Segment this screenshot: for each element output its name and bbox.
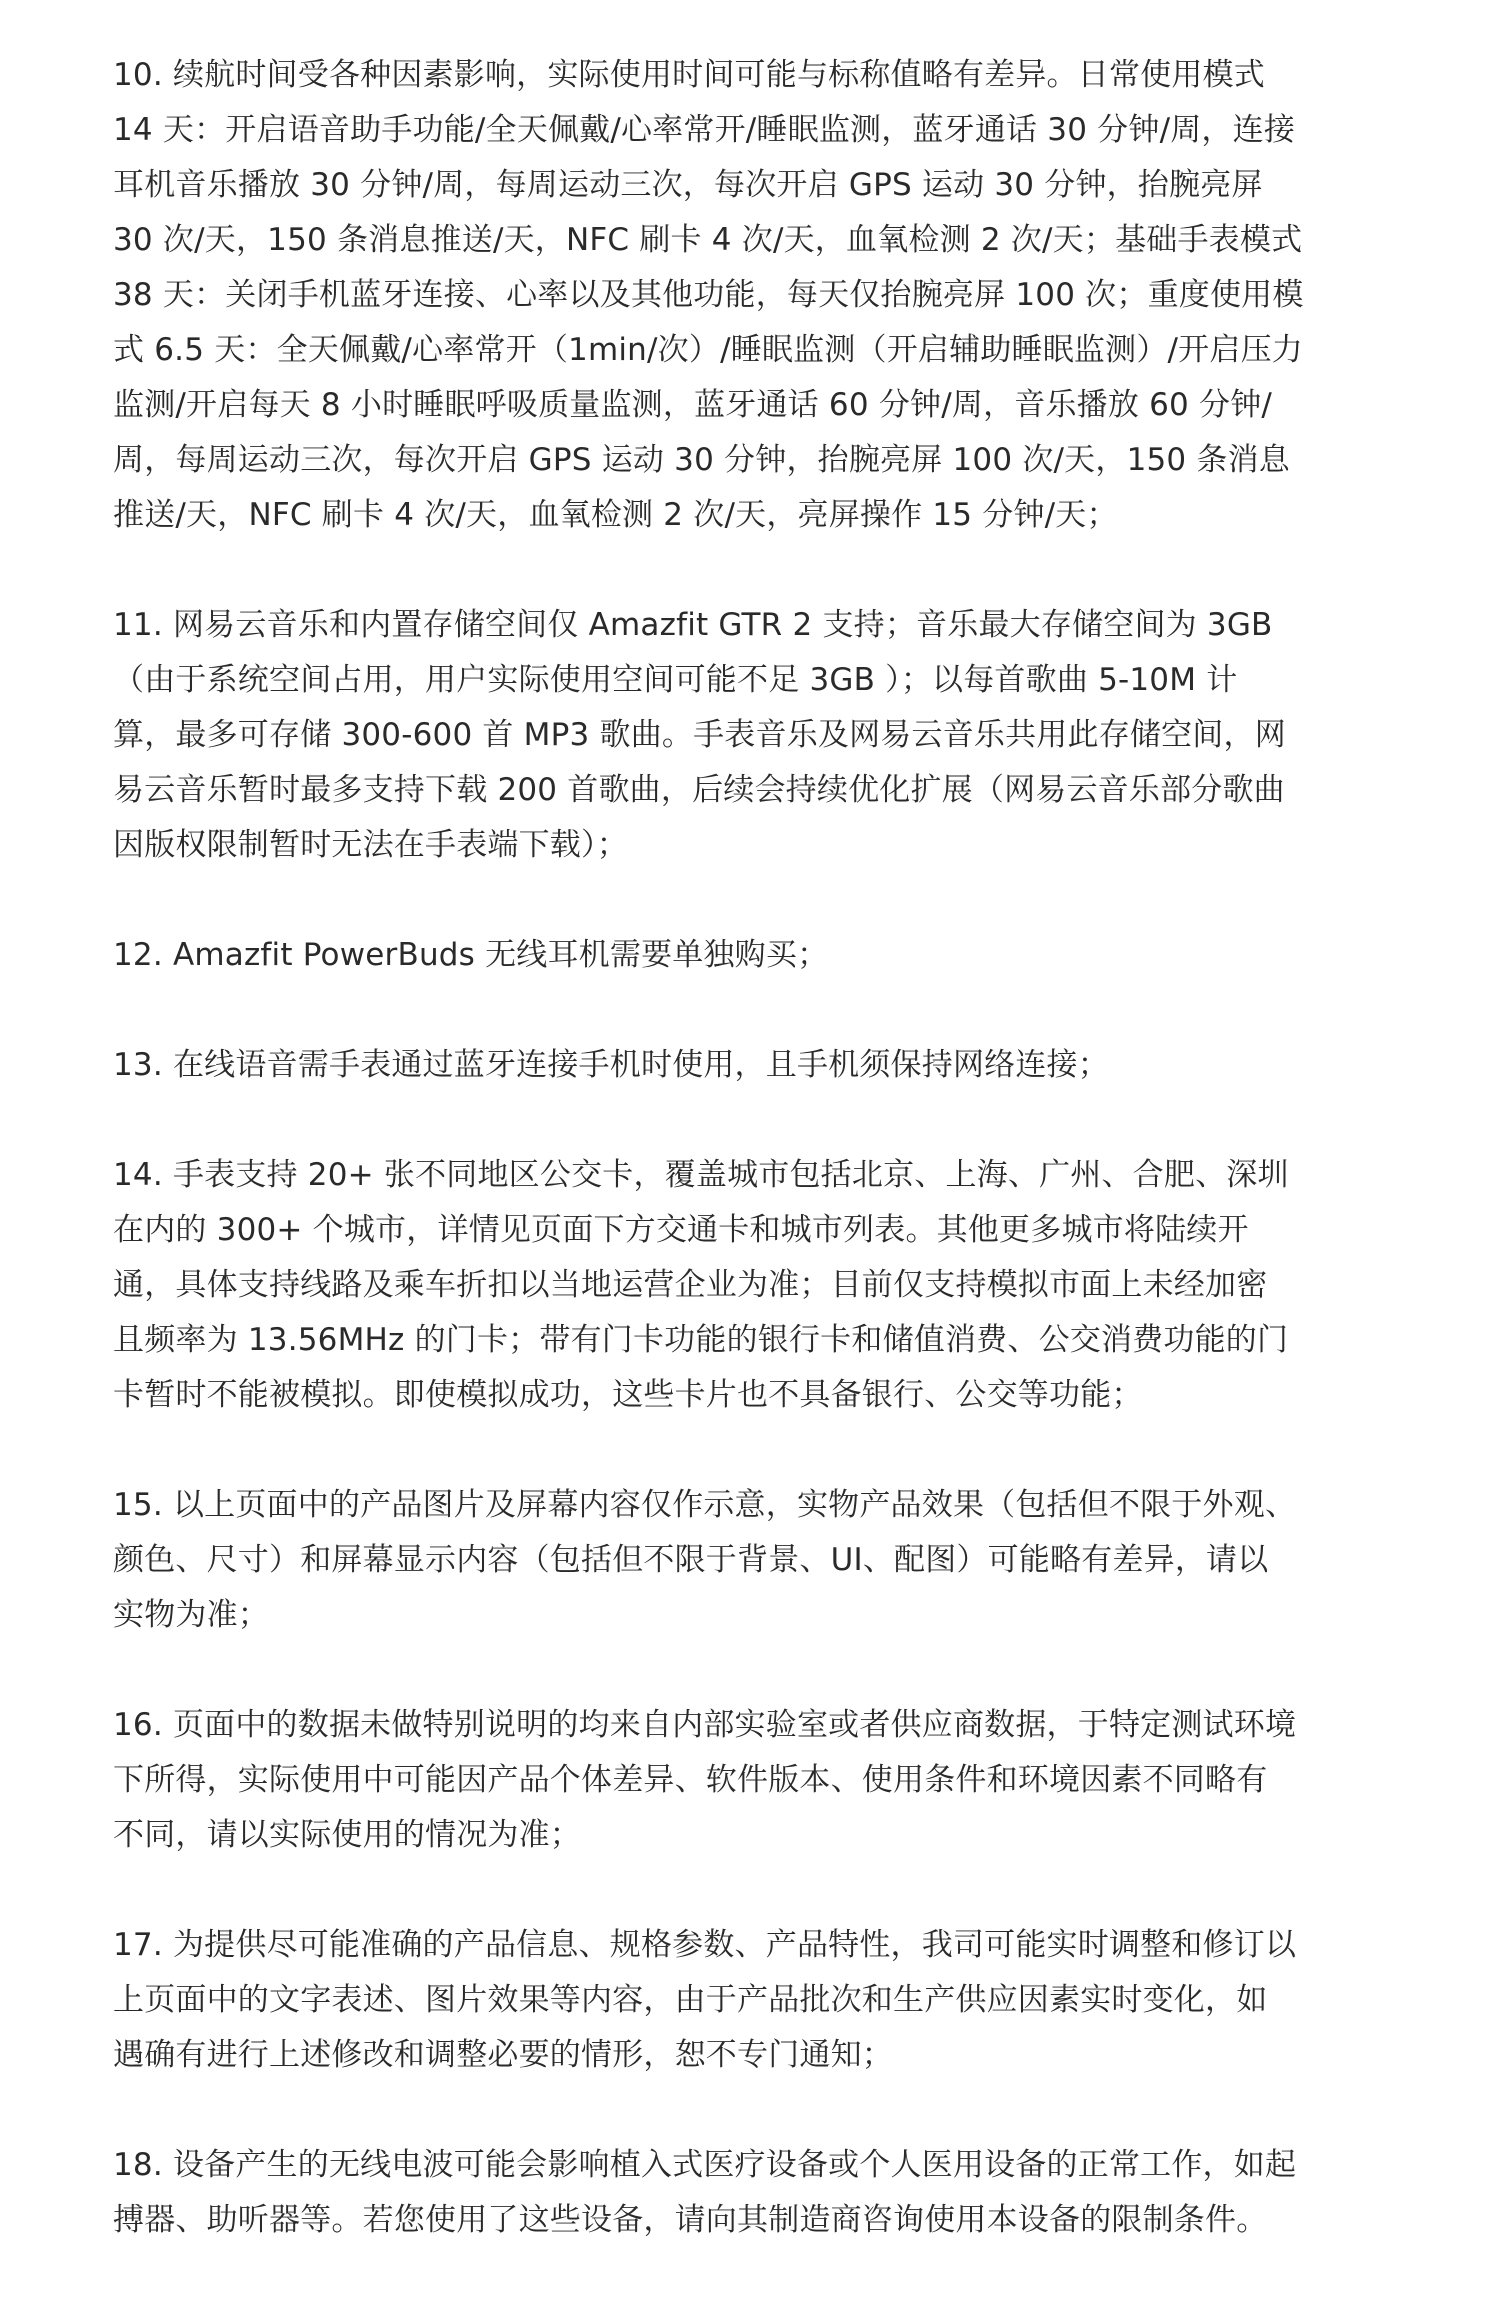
note-line: 38 天：关闭手机蓝牙连接、心率以及其他功能，每天仅抬腕亮屏 100 次；重度使用模 <box>113 277 1304 313</box>
note-15 <box>113 1478 1395 1643</box>
note-line: 实物为准； <box>113 1597 269 1633</box>
note-line: 卡暂时不能被模拟。即使模拟成功，这些卡片也不具备银行、公交等功能； <box>113 1377 1143 1413</box>
note-line: 16. 页面中的数据未做特别说明的均来自内部实验室或者供应商数据，于特定测试环境 <box>113 1707 1297 1743</box>
note-line: 10. 续航时间受各种因素影响，实际使用时间可能与标称值略有差异。日常使用模式 <box>113 57 1265 93</box>
note-17 <box>113 1918 1395 2083</box>
note-line: 监测/开启每天 8 小时睡眠呼吸质量监测，蓝牙通话 60 分钟/周，音乐播放 60 分钟/ <box>113 387 1273 423</box>
note-line: 不同，请以实际使用的情况为准； <box>113 1817 581 1853</box>
note-line: 式 6.5 天：全天佩戴/心率常开（1min/次）/睡眠监测（开启辅助睡眠监测）/开启压力 <box>113 332 1303 368</box>
note-16 <box>113 1698 1395 1863</box>
note-line: （由于系统空间占用，用户实际使用空间可能不足 3GB ）；以每首歌曲 5-10M 计 <box>113 662 1238 698</box>
note-line: 算，最多可存储 300-600 首 MP3 歌曲。手表音乐及网易云音乐共用此存储空间，网 <box>113 717 1286 753</box>
note-13 <box>113 1038 1395 1093</box>
note-line: 在内的 300+ 个城市，详情见页面下方交通卡和城市列表。其他更多城市将陆续开 <box>113 1212 1249 1248</box>
note-line: 17. 为提供尽可能准确的产品信息、规格参数、产品特性，我司可能实时调整和修订以 <box>113 1927 1297 1963</box>
note-line: 13. 在线语音需手表通过蓝牙连接手机时使用，且手机须保持网络连接； <box>113 1047 1109 1083</box>
note-line: 11. 网易云音乐和内置存储空间仅 Amazfit GTR 2 支持；音乐最大存储空间为 3GB <box>113 607 1273 643</box>
note-line: 周，每周运动三次，每次开启 GPS 运动 30 分钟，抬腕亮屏 100 次/天，150 条消息 <box>113 442 1290 478</box>
note-line: 12. Amazfit PowerBuds 无线耳机需要单独购买； <box>113 937 829 973</box>
note-line: 30 次/天，150 条消息推送/天，NFC 刷卡 4 次/天，血氧检测 2 次/天；基础手表模式 <box>113 222 1303 258</box>
note-line: 易云音乐暂时最多支持下载 200 首歌曲，后续会持续优化扩展（网易云音乐部分歌曲 <box>113 772 1285 808</box>
note-line: 颜色、尺寸）和屏幕显示内容（包括但不限于背景、UI、配图）可能略有差异，请以 <box>113 1542 1269 1578</box>
note-line: 上页面中的文字表述、图片效果等内容，由于产品批次和生产供应因素实时变化，如 <box>113 1982 1268 2018</box>
note-11 <box>113 598 1395 873</box>
note-line: 14. 手表支持 20+ 张不同地区公交卡，覆盖城市包括北京、上海、广州、合肥、深圳 <box>113 1157 1289 1193</box>
note-10 <box>113 48 1395 543</box>
note-line: 通，具体支持线路及乘车折扣以当地运营企业为准；目前仅支持模拟市面上未经加密 <box>113 1267 1268 1303</box>
note-line: 14 天：开启语音助手功能/全天佩戴/心率常开/睡眠监测，蓝牙通话 30 分钟/周，连接 <box>113 112 1296 148</box>
note-18 <box>113 2138 1395 2248</box>
note-line: 耳机音乐播放 30 分钟/周，每周运动三次，每次开启 GPS 运动 30 分钟，抬腕亮屏 <box>113 167 1263 203</box>
note-line: 因版权限制暂时无法在手表端下载）； <box>113 827 628 863</box>
note-14 <box>113 1148 1395 1423</box>
note-line: 遇确有进行上述修改和调整必要的情形，恕不专门通知； <box>113 2037 893 2073</box>
note-line: 推送/天，NFC 刷卡 4 次/天，血氧检测 2 次/天，亮屏操作 15 分钟/天； <box>113 497 1118 533</box>
note-line: 搏器、助听器等。若您使用了这些设备，请向其制造商咨询使用本设备的限制条件。 <box>113 2202 1268 2238</box>
note-line: 下所得，实际使用中可能因产品个体差异、软件版本、使用条件和环境因素不同略有 <box>113 1762 1268 1798</box>
note-line: 15. 以上页面中的产品图片及屏幕内容仅作示意，实物产品效果（包括但不限于外观、 <box>113 1487 1297 1523</box>
note-line: 且频率为 13.56MHz 的门卡；带有门卡功能的银行卡和储值消费、公交消费功能的门 <box>113 1322 1289 1358</box>
note-12 <box>113 928 1395 983</box>
note-line: 18. 设备产生的无线电波可能会影响植入式医疗设备或个人医用设备的正常工作，如起 <box>113 2147 1297 2183</box>
disclaimer-notes <box>113 48 1395 2248</box>
